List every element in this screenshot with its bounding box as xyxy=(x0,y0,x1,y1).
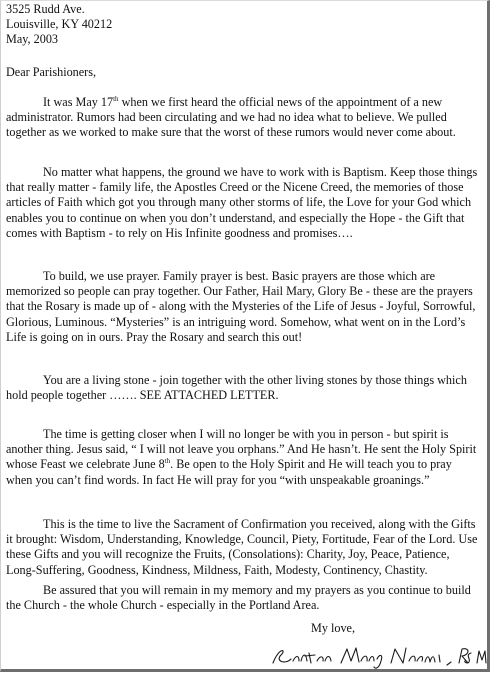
paragraph-7: Be assured that you will remain in my memory and my prayers as you continue to build the Church - the whole Church - especially in the Portland Area. xyxy=(6,583,471,613)
closing: My love, xyxy=(311,621,356,635)
address-city: Louisville, KY 40212 xyxy=(6,17,113,32)
paragraph-2: No matter what happens, the ground we have to work with is Baptism. Keep those things that really matter - family life, the Apostles Creed or the Nicene Creed, the memories of those articles of Faith which got you through many other storms of life, the Love for your God which enables you to continue on when you don’t understand, and especially the Hope - the Gift that comes with Baptism - to rely on His Infinite goodness and promises…. xyxy=(6,165,478,240)
address-street: 3525 Rudd Ave. xyxy=(6,2,85,16)
paragraph-6: This is the time to live the Sacrament of Confirmation you received, along with the Gifts it brought: Wisdom, Understanding, Knowledge, Council, Piety, Fortitude, Fear of the Lord. Use these Gifts and you will recognize the Fruits, (Consolations): Charity, Joy, Peace, Patience, Long-Suffering, Goodness, Kindness, Mildness, Faith, Modesty, Continency, Chastity. xyxy=(6,517,478,577)
paragraph-1: It was May 17th when we first heard the official news of the appointment of a new administrator. Rumors had been circulating and we had no idea what to believe. We pulled together as we worked to make sure that the worst of these rumors would never come about. xyxy=(6,94,456,140)
sender-address xyxy=(6,2,481,48)
handwritten-signature xyxy=(269,641,487,671)
letter-date: May, 2003 xyxy=(6,32,59,47)
paragraph-4: You are a living stone - join together with the other living stones by those things which hold people together ……. SEE ATTACHED LETTER. xyxy=(6,373,467,403)
greeting: Dear Parishioners, xyxy=(6,65,97,79)
paragraph-3: To build, we use prayer. Family prayer is best. Basic prayers are those which are memorized so people can pray together. Our Father, Hail Mary, Glory Be - these are the prayers that the Rosary is made up of - along with the Mysteries of the Life of Jesus - Joyful, Sorrowful, Glorious, Luminous. “Mysteries” is an intriguing word. Somehow, what went on in the Lord’s Life is going on in ours. Pray the Rosary and search this out! xyxy=(6,269,476,344)
paragraph-5: The time is getting closer when I will no longer be with you in person - but spirit is another thing. Jesus said, “ I will not leave you orphans.” And He hasn’t. He sent the Holy Spirit whose Feast we celebrate June 8th. Be open to the Holy Spirit and He will teach you to pray when you can’t find words. In fact He will pray for you “with unspeakable groanings.” xyxy=(6,427,477,487)
